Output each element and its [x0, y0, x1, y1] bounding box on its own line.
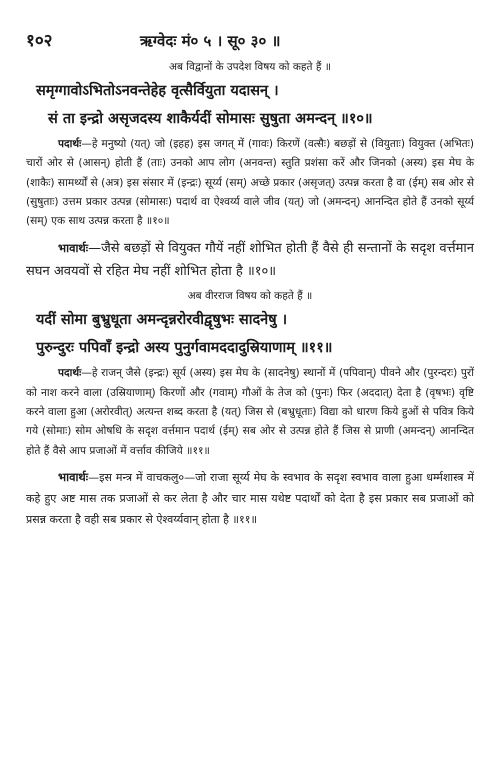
section-verse-11 [26, 289, 474, 529]
padarth-label: पदार्थः [58, 367, 82, 380]
bhavarth-paragraph [26, 467, 474, 530]
mantra-line: समृग्गावोऽभितोऽनवन्तेहेह वृत्सैर्वियुता यदासन् । [36, 83, 279, 99]
page-number: १०२ [26, 31, 53, 51]
padarth-text: —हे मनुष्यो (यत्) जो (इहह) इस जगत् में (गावः) किरणें (वत्सैः) बछड़ों से (वियुताः) वियुक्त (अभितः) चारों ओर से (आसन्) होती हैं (ताः) उनको आप लोग (अनवन्त) स्तुति प्रशंसा करें और जिनको (अस्य) इस मेघ के (शाकैः) सामर्थ्यों से (अत्र) इस संसार में (इन्द्रः) सूर्य्य (सम्) अच्छे प्रकार (असृजत्) उत्पन्न करता है वा (ईम्) सब ओर से (सुषुताः) उत्तम प्रकार उत्पन्न (सोमासः) पदार्थ वा ऐश्वर्य्य वाले जीव (यत्) जो (अमन्दन्) आनन्दित होते हैं उनको सूर्य्य (सम्) एक साथ उत्पन्न करता है ॥१०॥ [26, 138, 474, 228]
bhavarth-label: भावार्थः [58, 241, 89, 256]
bhavarth-label: भावार्थः [58, 469, 89, 484]
padarth-paragraph [26, 135, 474, 231]
section-intro: अब विद्वानों के उपदेश विषय को कहते हैं ॥ [168, 61, 332, 73]
mantra-line: यदीं सोमा बुभ्रुधूता अमन्दृन्नरोरवीद्वृषुभः सादनेषु । [36, 312, 288, 329]
padarth-paragraph [26, 364, 474, 460]
bhavarth-text: —इस मन्त्र में वाचकलु०—जो राजा सूर्य्य मेघ के स्वभाव के सदृश स्वभाव वाला हुआ धर्म्मशास्त्र में कहे हुए अष्ट मास तक प्रजाओं से कर लेता है और चार मास यथेष्ट पदार्थों को देता है इस प्रकार सब प्रजाओं को प्रसन्न करता है वही सब प्रकार से ऐश्वर्य्यवान् होता है ॥११॥ [26, 470, 474, 526]
mantra-line: पुरुन्दुरः पपिवाँ इन्द्रो अस्य पुनुर्गवामददादुस्रियाणाम् ॥११॥ [36, 340, 333, 357]
padarth-label: पदार्थः [58, 138, 82, 150]
mantra-line: सं ता इन्द्रो असृजदस्य शाकैर्यदीं सोमासः सुषुता अमन्दन् ॥१०॥ [48, 111, 373, 127]
section-verse-10 [26, 60, 474, 283]
bhavarth-text: —जैसे बछड़ों से वियुक्त गौयें नहीं शोभित होती हैं वैसे ही सन्तानों के सदृश वर्त्तमान सघन अवयवों से रहित मेघ नहीं शोभित होता है ॥१०॥ [26, 241, 474, 280]
running-head: ऋग्वेदः मं० ५ । सू० ३० ॥ [140, 32, 281, 50]
section-intro: अब वीरराज विषय को कहते हैं ॥ [187, 290, 313, 303]
bhavarth-paragraph [26, 237, 474, 283]
padarth-text: —हे राजन् जैसे (इन्द्रः) सूर्य (अस्य) इस मेघ के (सादनेषु) स्थानों में (पपिवान्) पीवने और (पुरन्दरः) पुरों को नाश करने वाला (उस्रियाणाम्) किरणों और (गवाम्) गौओं के तेज को (पुनः) फिर (अददात्) देता है (वृषभः) वृष्टि करने वाला हुआ (अरोरवीत्) अत्यन्त शब्द करता है (यत्) जिस से (बभ्रुधूताः) विद्या को धारण किये हुओं से पवित्र किये गये (सोमाः) सोम ओषधि के सदृश वर्त्तमान पदार्थ (ईम्) सब ओर से उत्पन्न होते हैं जिस से प्राणी (अमन्दन्) आनन्दित होते हैं वैसे आप प्रजाओं में वर्त्ताव कीजिये ॥११॥ [26, 367, 474, 457]
page-header [26, 28, 474, 50]
